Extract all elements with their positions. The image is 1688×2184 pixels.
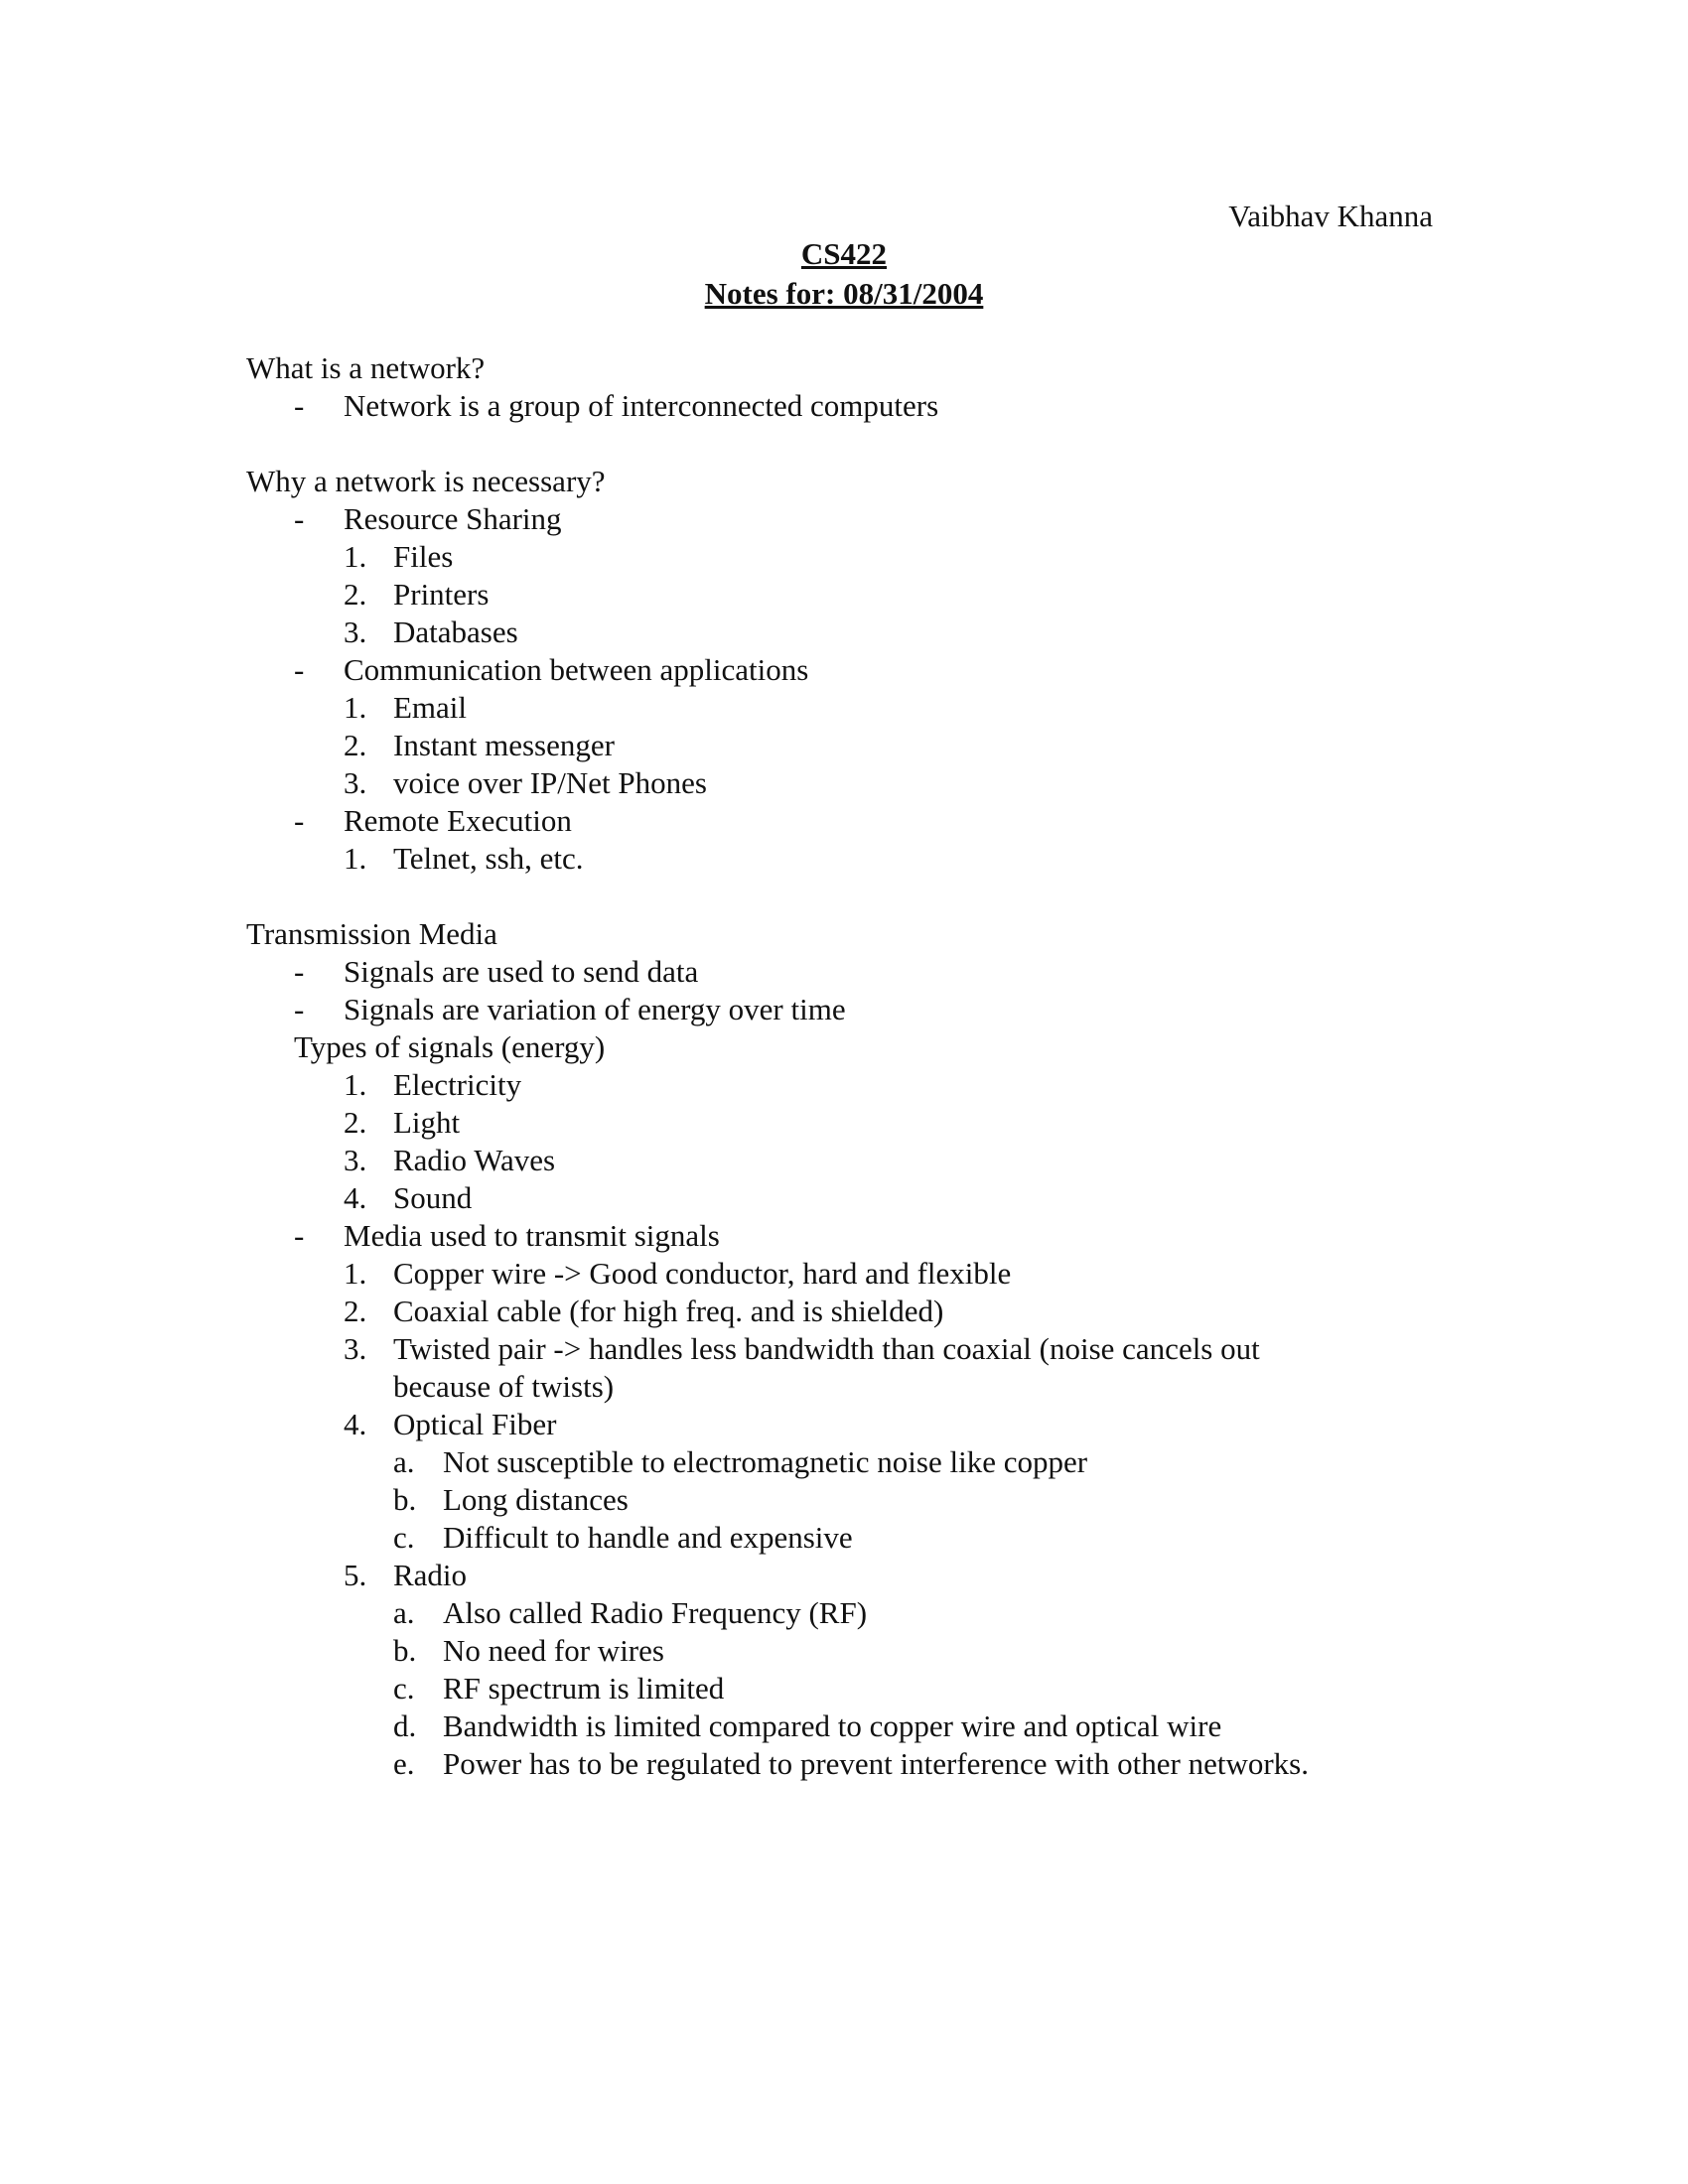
bullet-dash: -: [294, 803, 305, 838]
note-text: voice over IP/Net Phones: [393, 765, 707, 800]
list-marker: 3.: [344, 614, 367, 649]
bullet-dash: -: [294, 1218, 305, 1253]
bullet-dash: -: [294, 388, 305, 423]
list-marker: 1.: [344, 841, 367, 876]
note-text: Bandwidth is limited compared to copper wire and optical wire: [443, 1708, 1222, 1743]
note-text: Power has to be regulated to prevent interference with other networks.: [443, 1746, 1309, 1781]
list-marker: 3.: [344, 765, 367, 800]
list-marker: c.: [393, 1671, 415, 1706]
note-text: Communication between applications: [344, 652, 809, 687]
bullet-dash: -: [294, 501, 305, 536]
note-text: No need for wires: [443, 1633, 664, 1668]
bullet-dash: -: [294, 652, 305, 687]
note-text: Remote Execution: [344, 803, 572, 838]
note-text: Also called Radio Frequency (RF): [443, 1595, 868, 1630]
note-text: Printers: [393, 577, 490, 612]
list-marker: 4.: [344, 1407, 367, 1441]
note-text: Transmission Media: [246, 916, 497, 951]
note-text: Email: [393, 690, 468, 725]
author-name: Vaibhav Khanna: [1228, 199, 1433, 233]
list-marker: 1.: [344, 690, 367, 725]
note-text: RF spectrum is limited: [443, 1671, 725, 1706]
note-text: Copper wire -> Good conductor, hard and flexible: [393, 1256, 1012, 1291]
note-text: Files: [393, 539, 454, 574]
note-text: Network is a group of interconnected computers: [344, 388, 939, 423]
note-text: Why a network is necessary?: [246, 464, 606, 498]
list-marker: b.: [393, 1482, 417, 1517]
note-text: Electricity: [393, 1067, 522, 1102]
note-text: Difficult to handle and expensive: [443, 1520, 853, 1555]
note-text: Telnet, ssh, etc.: [393, 841, 584, 876]
list-marker: 3.: [344, 1331, 367, 1366]
bullet-dash: -: [294, 954, 305, 989]
note-text: Not susceptible to electromagnetic noise like copper: [443, 1444, 1088, 1479]
list-marker: 2.: [344, 728, 367, 762]
note-text: Types of signals (energy): [294, 1029, 606, 1064]
note-text: Twisted pair -> handles less bandwidth than coaxial (noise cancels out: [393, 1331, 1260, 1366]
list-marker: c.: [393, 1520, 415, 1555]
note-text: Signals are used to send data: [344, 954, 699, 989]
note-text: What is a network?: [246, 350, 486, 385]
note-text: Radio Waves: [393, 1143, 556, 1177]
note-text: Databases: [393, 614, 518, 649]
list-marker: 2.: [344, 1294, 367, 1328]
note-text: Media used to transmit signals: [344, 1218, 720, 1253]
list-marker: 2.: [344, 1105, 367, 1140]
note-text: Optical Fiber: [393, 1407, 557, 1441]
list-marker: a.: [393, 1444, 415, 1479]
list-marker: b.: [393, 1633, 417, 1668]
note-text: Signals are variation of energy over time: [344, 992, 846, 1026]
note-text: Radio: [393, 1558, 468, 1592]
list-marker: a.: [393, 1595, 415, 1630]
list-marker: e.: [393, 1746, 415, 1781]
list-marker: d.: [393, 1708, 417, 1743]
list-marker: 1.: [344, 539, 367, 574]
note-text: Sound: [393, 1180, 473, 1215]
course-title: CS422: [800, 236, 888, 271]
list-marker: 1.: [344, 1256, 367, 1291]
note-text: Coaxial cable (for high freq. and is shielded): [393, 1294, 944, 1328]
list-marker: 3.: [344, 1143, 367, 1177]
note-text: Instant messenger: [393, 728, 615, 762]
list-marker: 1.: [344, 1067, 367, 1102]
list-marker: 5.: [344, 1558, 367, 1592]
notes-date: Notes for: 08/31/2004: [704, 276, 984, 311]
bullet-dash: -: [294, 992, 305, 1026]
list-marker: 4.: [344, 1180, 367, 1215]
note-text: Long distances: [443, 1482, 629, 1517]
note-text: Resource Sharing: [344, 501, 562, 536]
list-marker: 2.: [344, 577, 367, 612]
note-text: because of twists): [393, 1369, 615, 1404]
note-text: Light: [393, 1105, 461, 1140]
